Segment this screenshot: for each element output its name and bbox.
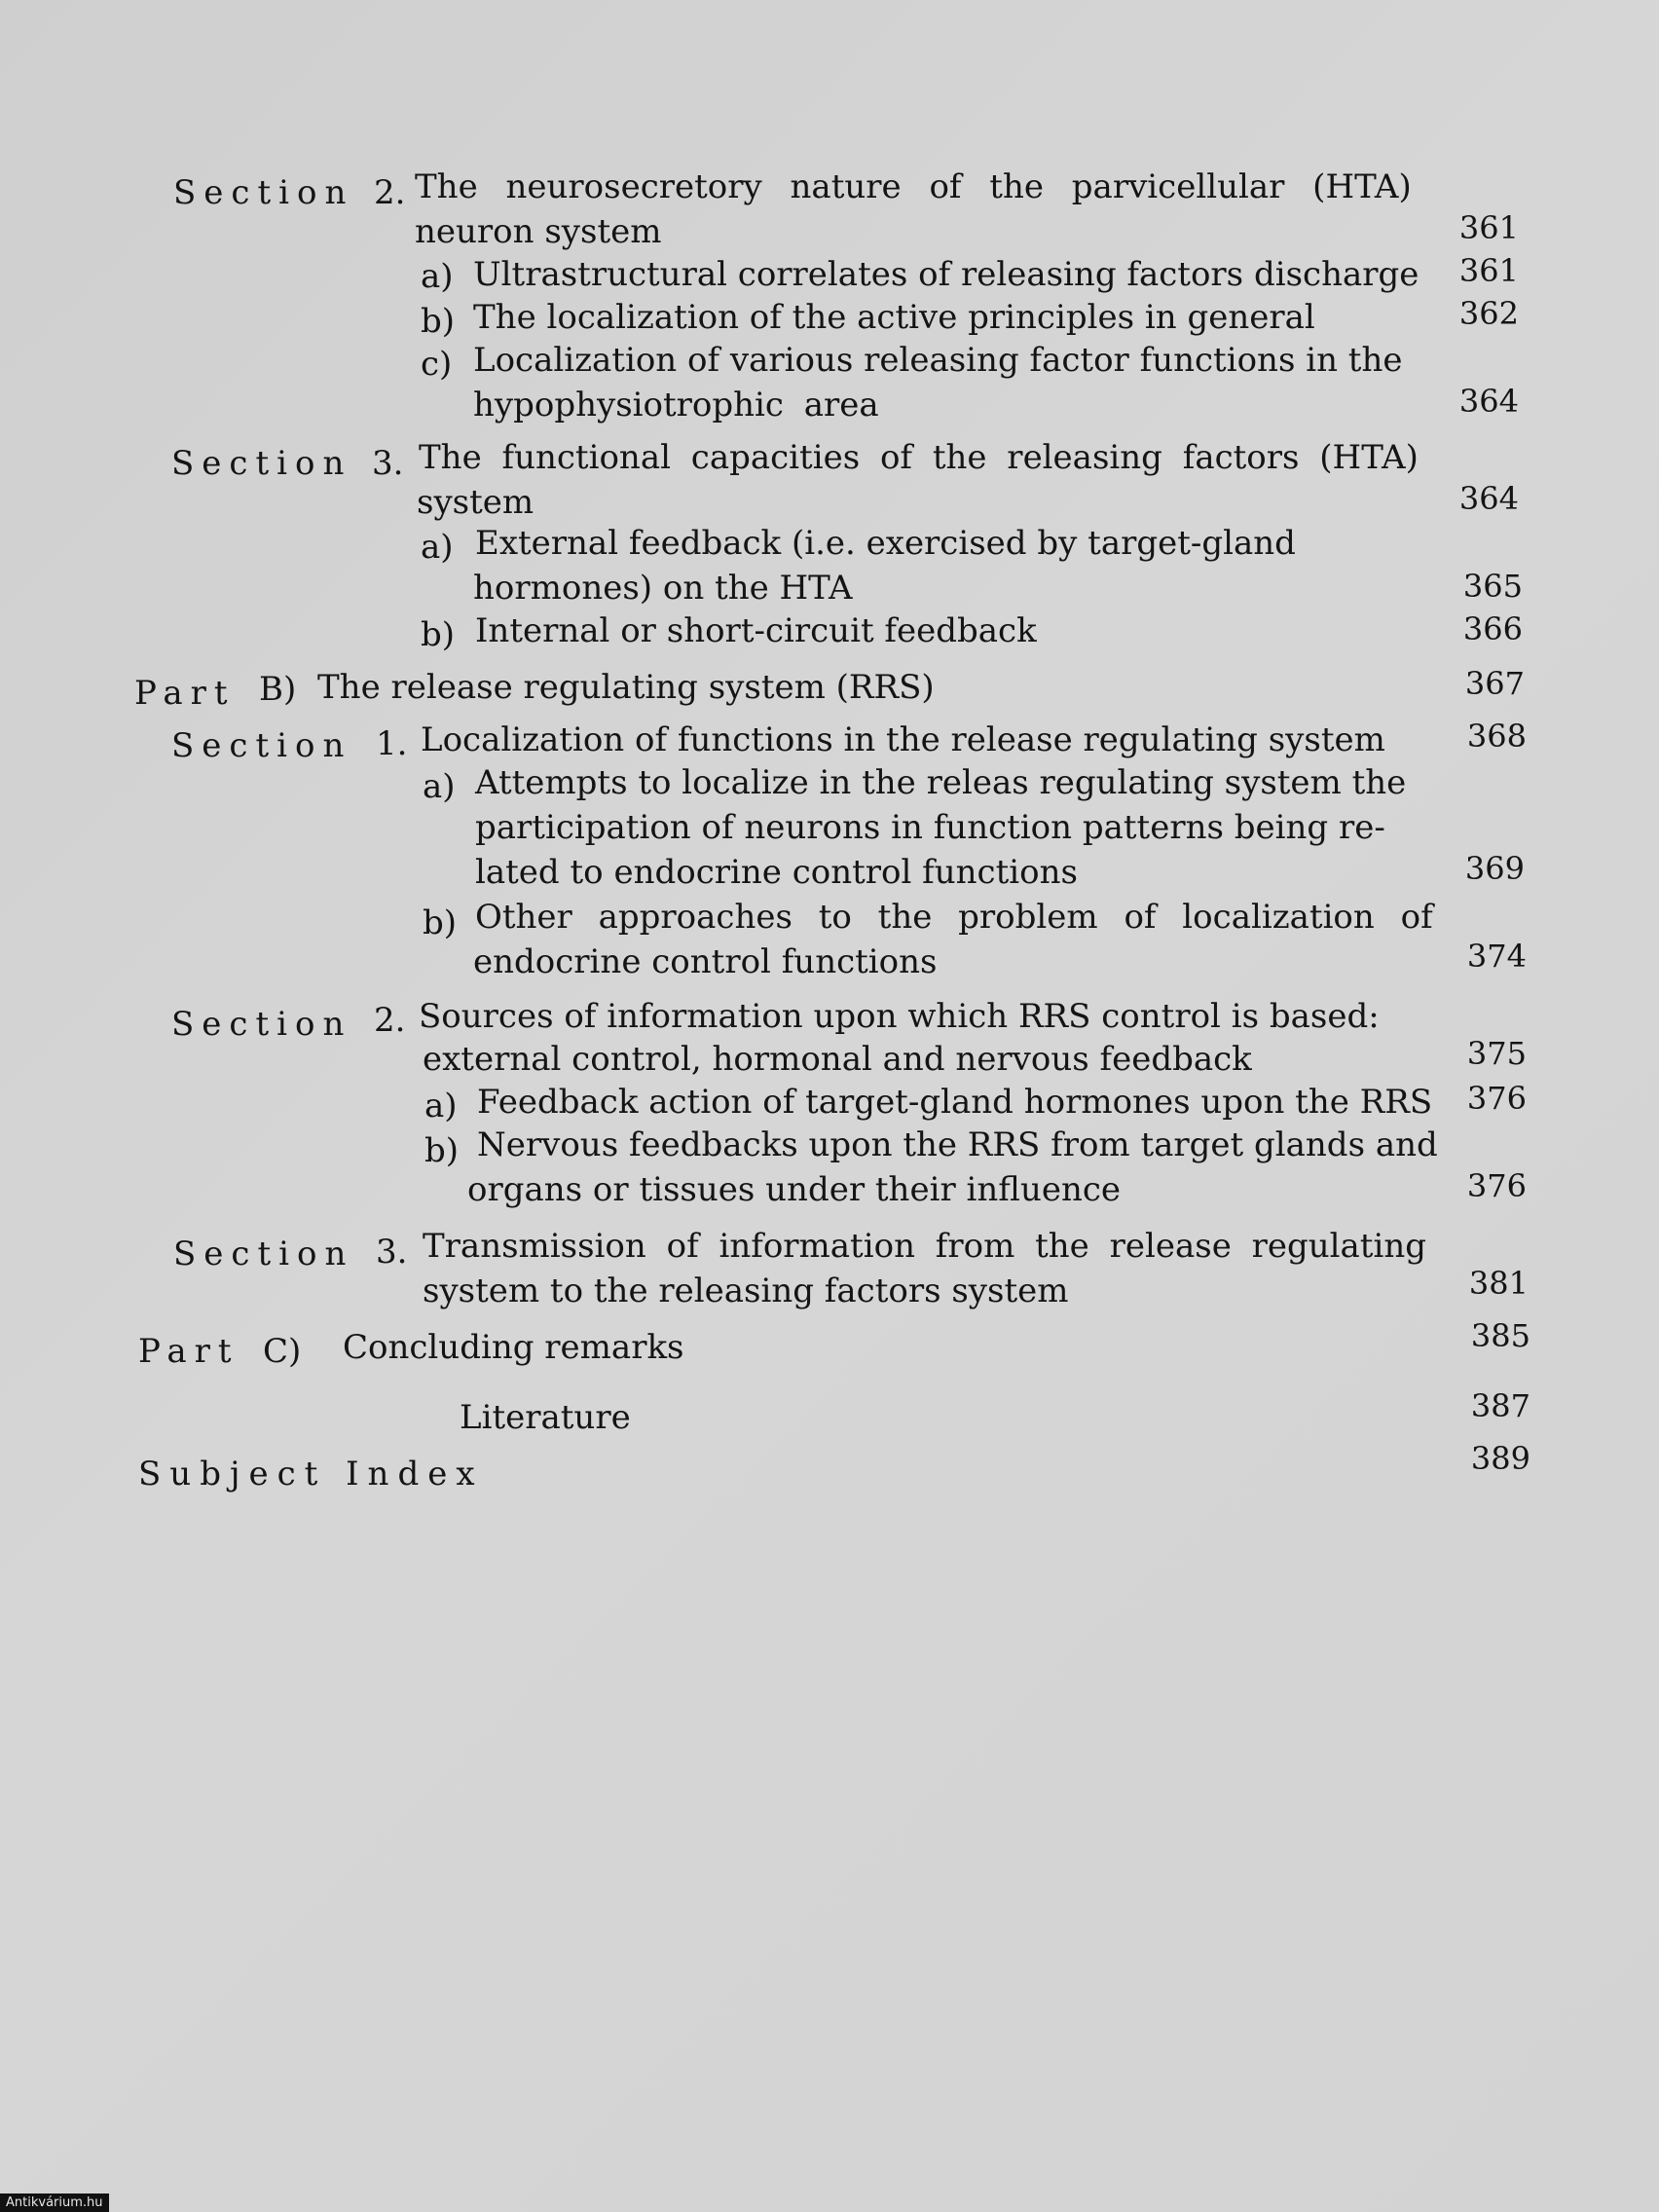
entry-text-line: Transmission of information from the release regulating bbox=[423, 1227, 1427, 1266]
entry-text-line: The release regulating system (RRS) bbox=[317, 668, 935, 707]
section-number: 1. bbox=[376, 724, 408, 763]
page-number: 387 bbox=[1470, 1387, 1530, 1424]
entry-text-line: Concluding remarks bbox=[343, 1328, 684, 1367]
page-number: 364 bbox=[1458, 383, 1519, 420]
watermark: Antikvárium.hu bbox=[0, 2194, 109, 2212]
page-number: 375 bbox=[1466, 1035, 1527, 1072]
page-number: 376 bbox=[1466, 1167, 1527, 1204]
entry-text-line: The functional capacities of the releasing factors (HTA) bbox=[419, 438, 1419, 477]
part-label: Part bbox=[138, 1332, 240, 1371]
entry-text-line: external control, hormonal and nervous feedback bbox=[423, 1040, 1252, 1079]
page-number: 381 bbox=[1468, 1265, 1529, 1302]
entry-text-line: The neurosecretory nature of the parvicellular (HTA) bbox=[415, 167, 1412, 206]
section-label: Section bbox=[173, 1235, 354, 1273]
entry-text-line: Ultrastructural correlates of releasing factors discharge bbox=[473, 255, 1419, 294]
page-number: 361 bbox=[1458, 252, 1519, 289]
page-number: 362 bbox=[1458, 295, 1519, 332]
entry-text-line: Attempts to localize in the releas regulating system the bbox=[475, 763, 1407, 802]
entry-text-line: Localization of functions in the release regulating system bbox=[421, 720, 1385, 759]
part-letter: C) bbox=[263, 1332, 302, 1371]
entry-text-line: Literature bbox=[460, 1398, 631, 1437]
page-number: 376 bbox=[1466, 1080, 1527, 1117]
subsection-letter: b) bbox=[424, 1131, 460, 1170]
subsection-letter: a) bbox=[423, 767, 456, 806]
entry-text-line: endocrine control functions bbox=[473, 942, 938, 981]
subsection-letter: a) bbox=[424, 1087, 458, 1125]
page-number: 369 bbox=[1464, 850, 1525, 887]
subsection-letter: a) bbox=[421, 528, 454, 567]
page-number: 361 bbox=[1458, 209, 1519, 246]
page-number: 365 bbox=[1462, 568, 1523, 605]
section-number: 2. bbox=[374, 1001, 406, 1040]
section-label: Section bbox=[173, 173, 354, 212]
page-number: 366 bbox=[1462, 610, 1523, 647]
entry-text-line: system to the releasing factors system bbox=[423, 1272, 1069, 1310]
page-number: 389 bbox=[1470, 1440, 1530, 1477]
page-number: 374 bbox=[1466, 938, 1527, 975]
entry-text-line: Nervous feedbacks upon the RRS from target glands and bbox=[477, 1125, 1438, 1164]
entry-text-line: Sources of information upon which RRS control is based: bbox=[419, 997, 1380, 1036]
entry-text-line: lated to endocrine control functions bbox=[475, 853, 1078, 892]
section-label: Section bbox=[171, 444, 352, 483]
subject-index-label: Subject Index bbox=[138, 1455, 484, 1493]
subsection-letter: b) bbox=[423, 903, 458, 942]
entry-text-line: Other approaches to the problem of localization of bbox=[475, 898, 1433, 937]
subsection-letter: a) bbox=[421, 257, 454, 296]
section-number: 3. bbox=[372, 444, 404, 483]
entry-text-line: hormones) on the HTA bbox=[473, 569, 853, 608]
subsection-letter: c) bbox=[421, 345, 453, 384]
section-label: Section bbox=[171, 1005, 352, 1044]
subsection-letter: b) bbox=[421, 615, 456, 654]
page-number: 368 bbox=[1466, 718, 1527, 755]
section-number: 3. bbox=[376, 1233, 408, 1272]
section-number: 2. bbox=[374, 173, 406, 212]
entry-text-line: neuron system bbox=[415, 212, 662, 251]
page-number: 364 bbox=[1458, 480, 1519, 517]
entry-text-line: External feedback (i.e. exercised by target-gland bbox=[475, 524, 1296, 563]
entry-text-line: participation of neurons in function patterns being re- bbox=[475, 808, 1385, 847]
entry-text-line: Feedback action of target-gland hormones upon the RRS bbox=[477, 1083, 1433, 1122]
section-label: Section bbox=[171, 726, 352, 765]
subsection-letter: b) bbox=[421, 302, 456, 341]
entry-text-line: system bbox=[417, 483, 535, 522]
page-number: 367 bbox=[1464, 665, 1525, 702]
entry-text-line: The localization of the active principles in general bbox=[473, 298, 1315, 337]
entry-text-line: Internal or short-circuit feedback bbox=[475, 611, 1037, 650]
entry-text-line: Localization of various releasing factor functions in the bbox=[473, 341, 1403, 380]
part-letter: B) bbox=[259, 670, 297, 709]
entry-text-line: organs or tissues under their influence bbox=[467, 1170, 1122, 1209]
page-number: 385 bbox=[1470, 1317, 1530, 1354]
entry-text-line: hypophysiotrophic area bbox=[473, 386, 879, 424]
part-label: Part bbox=[134, 674, 236, 713]
